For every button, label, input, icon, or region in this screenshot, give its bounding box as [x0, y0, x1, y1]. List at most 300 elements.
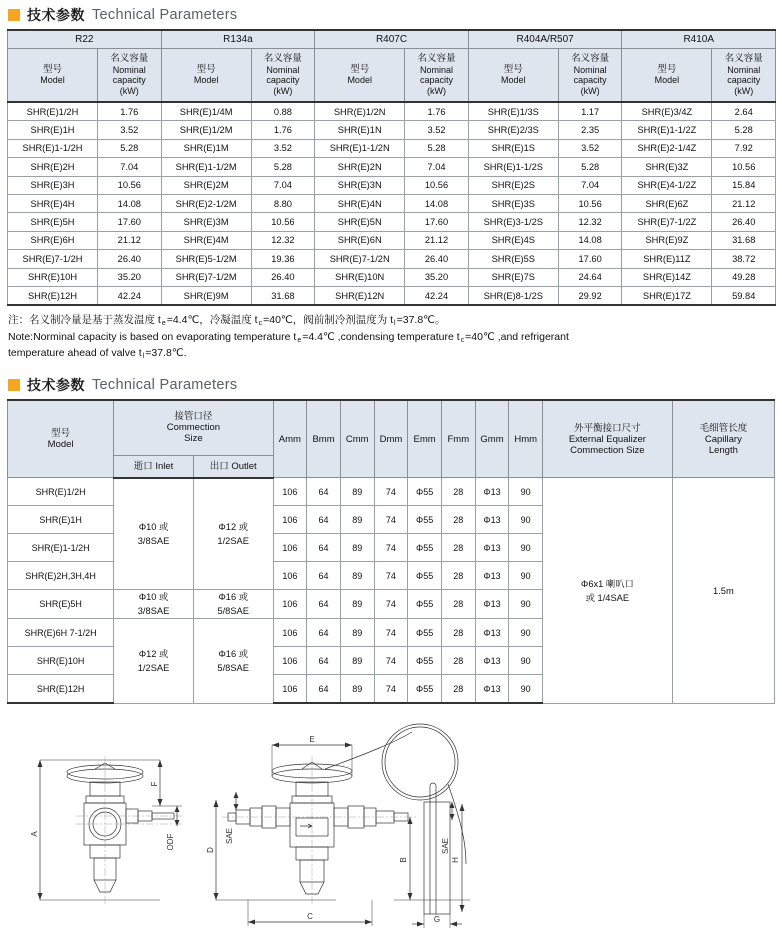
cell-dim-c: 89	[340, 619, 374, 647]
subheader-capacity-en-2: capacity	[266, 75, 300, 85]
cell-model: SHR(E)8-1/2S	[468, 286, 558, 305]
cell-dim-h: 90	[509, 647, 543, 675]
cell-model: SHR(E)3H	[8, 176, 98, 194]
header-model	[8, 400, 114, 478]
label-SAE-left: SAE	[225, 828, 234, 845]
header-model-en: Model	[47, 439, 74, 451]
cell-model: SHR(E)3N	[315, 176, 405, 194]
cell-model: SHR(E)1/2N	[315, 102, 405, 121]
subheader-model-cn: 型号	[42, 63, 62, 75]
cell-dim-a: 106	[273, 590, 307, 619]
cell-capacity: 26.40	[251, 268, 315, 286]
cell-dim-a: 106	[273, 534, 307, 562]
cell-model: SHR(E)10H	[8, 268, 98, 286]
table-row	[8, 176, 776, 194]
subheader-capacity-en-2: capacity	[419, 75, 454, 85]
cell-dim-e: Φ55	[408, 590, 442, 619]
cell-capacity: 5.28	[98, 139, 162, 157]
cell-model: SHR(E)12N	[315, 286, 405, 305]
header-conn-cn: 接管口径	[174, 411, 213, 423]
cell-dim-h: 90	[509, 675, 543, 704]
header-connection-size	[114, 400, 273, 456]
cell-capacity: 2.64	[712, 102, 776, 121]
cell-inlet-size: Φ10 或 3/8SAE	[114, 590, 194, 619]
cell-dim-f: 28	[441, 534, 475, 562]
table-row	[8, 158, 776, 176]
note-en-sub-e: e	[297, 336, 302, 344]
cell-capacity: 19.36	[251, 250, 315, 268]
note-en-a: Note:Norminal capacity is based on evaporating temperature t	[8, 330, 297, 343]
table-row	[8, 286, 776, 305]
cell-capacity: 17.60	[558, 250, 622, 268]
header-external-equalizer	[543, 400, 673, 478]
section-title-en: Technical Parameters	[92, 7, 238, 23]
drawing-svg	[0, 714, 782, 939]
header-inlet: 逝口 Inlet	[114, 455, 194, 478]
cell-capacity: 14.08	[405, 194, 469, 212]
cell-model: SHR(E)2H	[8, 158, 98, 176]
cell-model: SHR(E)6H	[8, 231, 98, 249]
capacity-table	[7, 29, 776, 306]
header-dim-e: Emm	[408, 400, 442, 478]
label-E: E	[309, 735, 315, 745]
cell-capacity: 21.12	[98, 231, 162, 249]
cell-model: SHR(E)5-1/2M	[161, 250, 251, 268]
capacity-note	[0, 306, 782, 363]
note-cn-sub-c: c	[258, 320, 263, 328]
cell-model: SHR(E)1M	[161, 139, 251, 157]
cell-model: SHR(E)4N	[315, 194, 405, 212]
cell-dim-a: 106	[273, 478, 307, 506]
cell-capacity: 3.52	[405, 121, 469, 139]
cell-dim-g: Φ13	[475, 506, 509, 534]
cell-capacity: 7.04	[251, 176, 315, 194]
cell-model: SHR(E)2H,3H,4H	[8, 562, 114, 590]
subheader-capacity-r410a	[712, 49, 776, 103]
header-dim-g: Gmm	[475, 400, 509, 478]
cell-model: SHR(E)5S	[468, 250, 558, 268]
dimension-header-row-1	[8, 400, 775, 456]
cell-model: SHR(E)5H	[8, 213, 98, 231]
table-row	[8, 213, 776, 231]
subheader-capacity-r407c	[405, 49, 469, 103]
header-cap-cn: 毛细管长度	[699, 422, 748, 434]
subheader-capacity-en-3: (kW)	[580, 85, 600, 96]
cell-dim-b: 64	[307, 647, 341, 675]
subheader-capacity-en-2: capacity	[727, 75, 761, 85]
header-cap-en1: Capillary	[704, 433, 742, 445]
header-outlet: 出口 Outlet	[193, 455, 273, 478]
subheader-model-cn: 型号	[657, 63, 677, 75]
column-subheader-row	[8, 49, 776, 103]
note-cn-sub-e: e	[161, 320, 166, 328]
cell-capacity: 42.24	[98, 286, 162, 305]
cell-model: SHR(E)1-1/2M	[161, 158, 251, 176]
subheader-model-en: Model	[193, 75, 219, 85]
subheader-capacity-en-3: (kW)	[734, 85, 754, 96]
cell-dim-f: 28	[441, 478, 475, 506]
label-D: D	[206, 847, 215, 854]
cell-capacity: 12.32	[251, 231, 315, 249]
cell-capacity: 26.40	[712, 213, 776, 231]
subheader-capacity-cn: 名义容量	[263, 53, 302, 64]
cell-capacity: 26.40	[405, 250, 469, 268]
cell-dim-c: 89	[340, 590, 374, 619]
cell-model: SHR(E)7-1/2N	[315, 250, 405, 268]
cell-model: SHR(E)3Z	[622, 158, 712, 176]
label-F: F	[150, 781, 159, 787]
subheader-model-cn: 型号	[196, 63, 216, 75]
cell-model: SHR(E)1/4M	[161, 102, 251, 121]
cell-dim-d: 74	[374, 590, 408, 619]
subheader-capacity-en-3: (kW)	[273, 85, 293, 96]
cell-model: SHR(E)7-1/2Z	[622, 213, 712, 231]
cell-capacity: 10.56	[712, 158, 776, 176]
cell-outlet-size: Φ12 或 1/2SAE	[193, 478, 273, 590]
label-ODF: ODF	[166, 833, 175, 851]
cell-dim-g: Φ13	[475, 478, 509, 506]
header-capillary-length	[672, 400, 774, 478]
cell-model: SHR(E)1-1/2S	[468, 158, 558, 176]
note-cn-c: =40℃，阀前制冷剂温度为 t	[263, 314, 394, 327]
cell-capacity: 3.52	[558, 139, 622, 157]
label-H: H	[451, 857, 460, 864]
cell-model: SHR(E)2M	[161, 176, 251, 194]
cell-model: SHR(E)1/2H	[8, 102, 98, 121]
header-dim-d: Dmm	[374, 400, 408, 478]
cell-dim-e: Φ55	[408, 675, 442, 704]
table-row	[8, 194, 776, 212]
cell-external-equalizer: Φ6x1 喇叭口 或 1/4SAE	[543, 478, 673, 704]
subheader-capacity-cn: 名义容量	[417, 53, 456, 64]
section-title-en-2: Technical Parameters	[92, 376, 238, 393]
cell-dim-g: Φ13	[475, 590, 509, 619]
capacity-table-wrap	[0, 29, 782, 306]
cell-dim-h: 90	[509, 590, 543, 619]
cell-capacity: 21.12	[405, 231, 469, 249]
cell-dim-c: 89	[340, 675, 374, 704]
header-dim-b: Bmm	[307, 400, 341, 478]
cell-capacity: 0.88	[251, 102, 315, 121]
dim-D	[214, 800, 337, 900]
cell-dim-b: 64	[307, 590, 341, 619]
subheader-capacity-en-3: (kW)	[119, 85, 139, 96]
cell-dim-g: Φ13	[475, 647, 509, 675]
cell-capacity: 5.28	[558, 158, 622, 176]
cell-dim-d: 74	[374, 506, 408, 534]
dim-H	[460, 804, 465, 912]
cell-capacity: 15.84	[712, 176, 776, 194]
cell-model: SHR(E)9M	[161, 286, 251, 305]
subheader-model-en: Model	[654, 75, 680, 85]
subheader-capacity-cn: 名义容量	[571, 53, 610, 64]
subheader-capacity-en-2: capacity	[573, 75, 607, 85]
cell-dim-g: Φ13	[475, 534, 509, 562]
orange-square-icon-2	[8, 379, 20, 391]
subheader-model-r404a	[468, 49, 558, 103]
cell-dim-a: 106	[273, 619, 307, 647]
cell-capacity: 1.76	[251, 121, 315, 139]
cell-model: SHR(E)10N	[315, 268, 405, 286]
refrigerant-group-row	[8, 30, 776, 49]
subheader-capacity-en-1: Nominal	[112, 64, 146, 75]
cell-dim-d: 74	[374, 675, 408, 704]
cell-model: SHR(E)1H	[8, 506, 114, 534]
label-C: C	[307, 912, 313, 922]
capacity-table-head	[8, 30, 776, 102]
table-row	[8, 231, 776, 249]
header-model-cn: 型号	[51, 428, 71, 440]
cell-model: SHR(E)7S	[468, 268, 558, 286]
cell-outlet-size: Φ16 或 5/8SAE	[193, 590, 273, 619]
cell-dim-e: Φ55	[408, 478, 442, 506]
cell-capacity: 26.40	[98, 250, 162, 268]
cell-model: SHR(E)7-1/2H	[8, 250, 98, 268]
cell-dim-f: 28	[441, 590, 475, 619]
cell-model: SHR(E)14Z	[622, 268, 712, 286]
group-header-r134a: R134a	[161, 30, 315, 49]
cell-model: SHR(E)4M	[161, 231, 251, 249]
cell-dim-b: 64	[307, 675, 341, 704]
cell-capacity: 59.84	[712, 286, 776, 305]
group-header-r410a: R410A	[622, 30, 776, 49]
cell-dim-b: 64	[307, 478, 341, 506]
subheader-capacity-r134a	[251, 49, 315, 103]
table-row	[8, 268, 776, 286]
cell-model: SHR(E)2N	[315, 158, 405, 176]
cell-capacity: 17.60	[98, 213, 162, 231]
note-cn-b: =4.4℃，冷凝温度 t	[166, 314, 258, 327]
cell-model: SHR(E)1-1/2H	[8, 139, 98, 157]
cell-capacity: 1.17	[558, 102, 622, 121]
cell-dim-f: 28	[441, 647, 475, 675]
cell-capacity: 24.64	[558, 268, 622, 286]
cell-capacity: 10.56	[558, 194, 622, 212]
cell-capacity: 35.20	[98, 268, 162, 286]
cell-model: SHR(E)2/3S	[468, 121, 558, 139]
header-dim-a: Amm	[273, 400, 307, 478]
header-eq-en1: External Equalizer	[568, 433, 646, 445]
subheader-model-cn: 型号	[350, 63, 370, 75]
cell-inlet-size: Φ12 或 1/2SAE	[114, 619, 194, 704]
cell-dim-d: 74	[374, 562, 408, 590]
cell-model: SHR(E)9Z	[622, 231, 712, 249]
cell-dim-b: 64	[307, 619, 341, 647]
table-row	[8, 102, 776, 121]
cell-capacity: 8.80	[251, 194, 315, 212]
cell-capacity: 17.60	[405, 213, 469, 231]
subheader-capacity-r404a	[558, 49, 622, 103]
cell-model: SHR(E)6H 7-1/2H	[8, 619, 114, 647]
cell-model: SHR(E)5N	[315, 213, 405, 231]
cell-outlet-size: Φ16 或 5/8SAE	[193, 619, 273, 704]
header-conn-en1: Commection	[166, 422, 221, 434]
cell-model: SHR(E)1N	[315, 121, 405, 139]
subheader-capacity-en-3: (kW)	[427, 85, 446, 96]
cell-dim-d: 74	[374, 619, 408, 647]
cell-dim-e: Φ55	[408, 534, 442, 562]
cell-model: SHR(E)1S	[468, 139, 558, 157]
cell-dim-h: 90	[509, 534, 543, 562]
cell-dim-h: 90	[509, 562, 543, 590]
dimension-table-body	[8, 478, 775, 704]
label-G: G	[433, 915, 441, 925]
orange-square-icon	[8, 9, 20, 21]
header-eq-en2: Commection Size	[570, 444, 645, 456]
cell-model: SHR(E)5H	[8, 590, 114, 619]
table-row	[8, 139, 776, 157]
valve-technical-drawing	[0, 714, 782, 939]
dimension-table	[7, 399, 775, 705]
note-en-c: =40℃ ,and refrigerant	[465, 330, 569, 343]
cell-capacity: 49.28	[712, 268, 776, 286]
cell-capacity: 7.04	[405, 158, 469, 176]
cell-capacity: 10.56	[405, 176, 469, 194]
cell-capacity: 10.56	[251, 213, 315, 231]
note-en-b: =4.4℃ ,condensing temperature t	[302, 330, 460, 343]
table-row	[8, 250, 776, 268]
section-title-cn: 技术参数	[27, 7, 85, 23]
cell-dim-b: 64	[307, 562, 341, 590]
cell-dim-c: 89	[340, 562, 374, 590]
cell-model: SHR(E)1/3S	[468, 102, 558, 121]
subheader-capacity-r22	[98, 49, 162, 103]
cell-model: SHR(E)2-1/4Z	[622, 139, 712, 157]
group-header-r407c: R407C	[315, 30, 469, 49]
subheader-model-r134a	[161, 49, 251, 103]
cell-dim-a: 106	[273, 647, 307, 675]
cell-dim-g: Φ13	[475, 619, 509, 647]
label-A: A	[30, 831, 39, 837]
subheader-capacity-en-1: Nominal	[266, 64, 300, 75]
cell-model: SHR(E)1/2M	[161, 121, 251, 139]
cell-capacity: 1.76	[405, 102, 469, 121]
header-dim-h: Hmm	[509, 400, 543, 478]
table-row	[8, 121, 776, 139]
note-en-sub-c: c	[460, 336, 465, 344]
cell-dim-a: 106	[273, 675, 307, 704]
cell-dim-d: 74	[374, 647, 408, 675]
subheader-model-r407c	[315, 49, 405, 103]
cell-dim-f: 28	[441, 675, 475, 704]
dimension-table-wrap	[0, 399, 782, 705]
cell-capacity: 31.68	[712, 231, 776, 249]
cell-dim-b: 64	[307, 534, 341, 562]
note-en-d: temperature ahead of valve t	[8, 347, 142, 360]
header-eq-cn: 外平衡接口尺寸	[574, 422, 641, 434]
subheader-model-en: Model	[40, 75, 65, 85]
cell-model: SHR(E)17Z	[622, 286, 712, 305]
cell-model: SHR(E)12H	[8, 675, 114, 704]
cell-dim-f: 28	[441, 562, 475, 590]
subheader-capacity-cn: 名义容量	[110, 53, 149, 64]
cell-dim-h: 90	[509, 619, 543, 647]
note-line-cn	[8, 313, 774, 330]
group-header-r22: R22	[8, 30, 162, 49]
cell-model: SHR(E)12H	[8, 286, 98, 305]
cell-model: SHR(E)1/2H	[8, 478, 114, 506]
cell-capacity: 21.12	[712, 194, 776, 212]
subheader-model-r22	[8, 49, 98, 103]
subheader-model-r410a	[622, 49, 712, 103]
cell-dim-e: Φ55	[408, 619, 442, 647]
cell-dim-e: Φ55	[408, 562, 442, 590]
section-title-cn-2: 技术参数	[27, 376, 85, 393]
cell-dim-f: 28	[441, 619, 475, 647]
cell-model: SHR(E)2S	[468, 176, 558, 194]
cell-model: SHR(E)4S	[468, 231, 558, 249]
cell-dim-e: Φ55	[408, 647, 442, 675]
cell-capacity: 5.28	[712, 121, 776, 139]
cell-capacity: 7.04	[558, 176, 622, 194]
table-row	[8, 478, 775, 506]
header-conn-en2: Size	[184, 433, 203, 445]
cell-capacity: 2.35	[558, 121, 622, 139]
cell-capacity: 14.08	[558, 231, 622, 249]
cell-model: SHR(E)7-1/2M	[161, 268, 251, 286]
subheader-capacity-en-2: capacity	[112, 75, 146, 85]
cell-model: SHR(E)3S	[468, 194, 558, 212]
cell-model: SHR(E)2-1/2M	[161, 194, 251, 212]
cell-capacity: 7.92	[712, 139, 776, 157]
cell-capacity: 29.92	[558, 286, 622, 305]
cell-model: SHR(E)3-1/2S	[468, 213, 558, 231]
cell-dim-a: 106	[273, 562, 307, 590]
group-header-r404a-r507: R404A/R507	[468, 30, 622, 49]
cell-model: SHR(E)1H	[8, 121, 98, 139]
cell-dim-h: 90	[509, 506, 543, 534]
header-dim-f: Fmm	[441, 400, 475, 478]
cell-model: SHR(E)10H	[8, 647, 114, 675]
cell-capacity: 31.68	[251, 286, 315, 305]
subheader-model-en: Model	[501, 75, 526, 85]
note-en-e: =37.8℃.	[145, 347, 187, 360]
dim-A	[38, 760, 161, 900]
cell-capacity: 10.56	[98, 176, 162, 194]
cell-capacity: 3.52	[251, 139, 315, 157]
cell-model: SHR(E)1-1/2Z	[622, 121, 712, 139]
note-en-sub-l: l	[142, 353, 145, 361]
header-cap-en2: Length	[708, 444, 738, 456]
cell-model: SHR(E)3M	[161, 213, 251, 231]
cell-dim-d: 74	[374, 534, 408, 562]
cell-dim-c: 89	[340, 506, 374, 534]
cell-capacity: 3.52	[98, 121, 162, 139]
cell-capillary-length: 1.5m	[672, 478, 774, 704]
cell-dim-g: Φ13	[475, 675, 509, 704]
cell-model: SHR(E)6N	[315, 231, 405, 249]
cell-model: SHR(E)11Z	[622, 250, 712, 268]
cell-model: SHR(E)1-1/2H	[8, 534, 114, 562]
cell-dim-b: 64	[307, 506, 341, 534]
subheader-model-cn: 型号	[503, 63, 523, 75]
cell-capacity: 12.32	[558, 213, 622, 231]
cell-dim-c: 89	[340, 478, 374, 506]
note-cn-a: 注：名义制冷量是基于蒸发温度 t	[8, 314, 161, 327]
capacity-table-body	[8, 102, 776, 305]
label-SAE-right: SAE	[441, 838, 450, 855]
note-cn-sub-l: l	[394, 320, 396, 328]
note-line-en-1	[8, 330, 774, 347]
subheader-model-en: Model	[347, 75, 372, 85]
cell-capacity: 7.04	[98, 158, 162, 176]
cell-dim-d: 74	[374, 478, 408, 506]
cell-capacity: 35.20	[405, 268, 469, 286]
cell-model: SHR(E)6Z	[622, 194, 712, 212]
subheader-capacity-en-1: Nominal	[420, 64, 454, 75]
cell-dim-f: 28	[441, 506, 475, 534]
cell-dim-a: 106	[273, 506, 307, 534]
